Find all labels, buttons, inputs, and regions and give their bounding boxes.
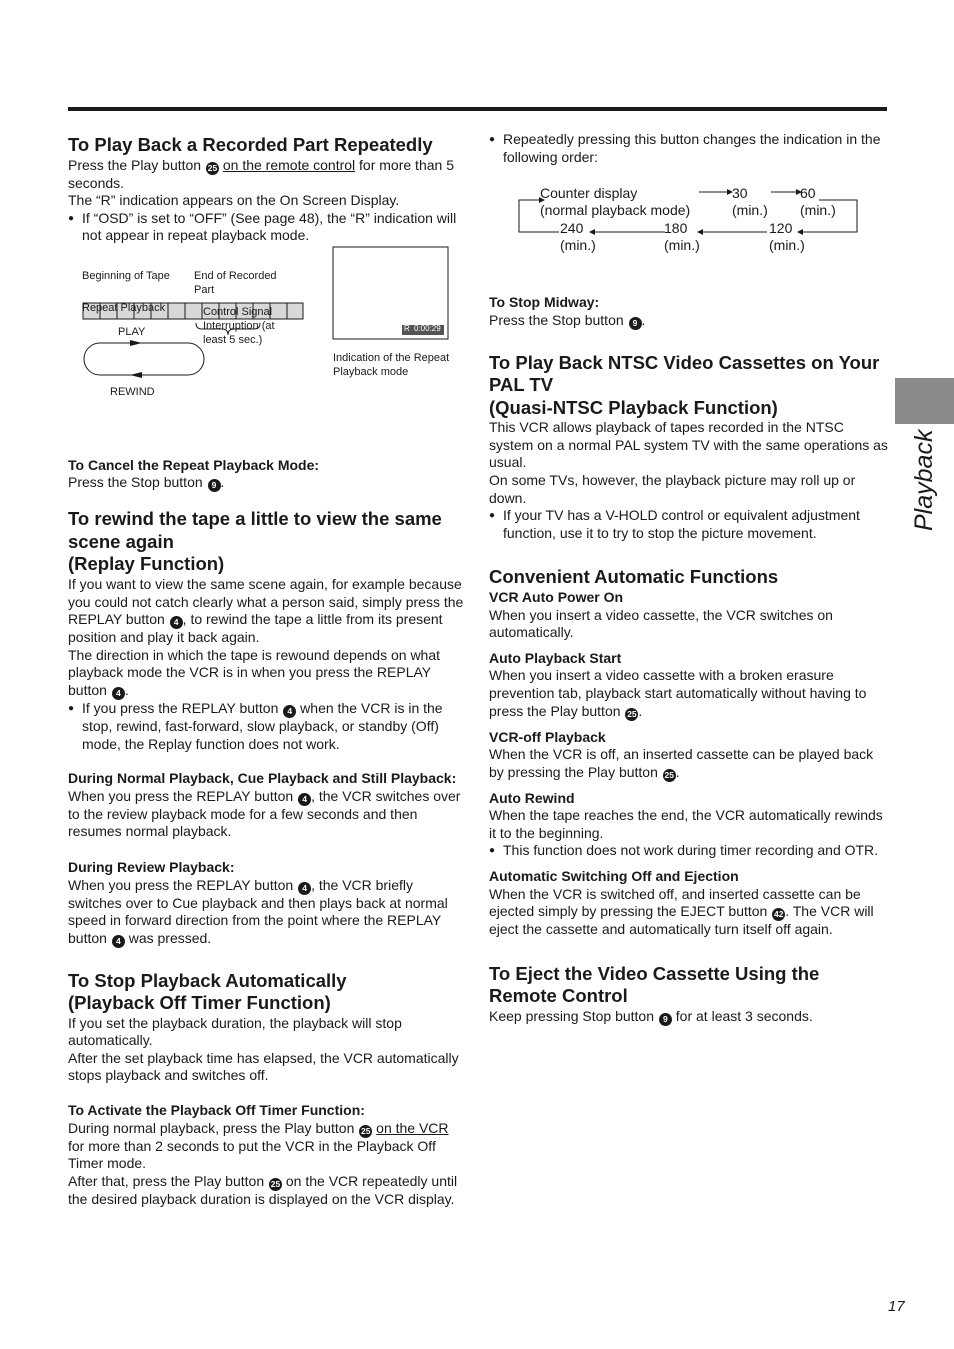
eject-button-ref: 42	[773, 909, 784, 920]
osd-r: R	[404, 323, 410, 333]
paragraph: On some TVs, however, the playback picture may roll up or down.	[489, 472, 856, 506]
paragraph: Keep pressing Stop button 9 for at least 3 seconds.	[489, 1007, 813, 1024]
cycle-180: 180	[664, 220, 688, 237]
cycle-60: 60	[800, 185, 816, 202]
page-number: 17	[888, 1298, 905, 1315]
label-end: End of Recorded Part	[194, 269, 277, 296]
subheading: During Normal Playback, Cue Playback and Still Playback:	[68, 770, 457, 787]
cycle-30: 30	[732, 185, 748, 202]
play-button-ref: 25	[361, 1125, 371, 1136]
paragraph: When the tape reaches the end, the VCR automatically rewinds it to the beginning.	[489, 807, 883, 841]
play-button-ref: 25	[664, 769, 675, 780]
subheading: To Stop Midway:	[489, 294, 600, 311]
paragraph: When you insert a video cassette with a broken erasure prevention tab, playback start automatically without having to press the Play button 25 .	[489, 667, 867, 719]
paragraph: Press the Stop button 9 .	[68, 474, 225, 491]
label-control-signal: Control Signal Interruption (at least 5 sec.)	[203, 305, 275, 346]
subheading: During Review Playback:	[68, 858, 235, 875]
cycle-counter: Counter display	[540, 185, 638, 202]
section-title: To rewind the tape a little to view the same scene again	[68, 508, 442, 552]
subheading: VCR Auto Power On	[489, 588, 624, 605]
paragraph: If you want to view the same scene again, for example because you could not catch clearly what a person said, simply press the REPLAY button 4 , to rewind the tape a little from its present position and play it back again.	[68, 575, 464, 646]
side-tab	[895, 378, 954, 424]
section-title: To Play Back NTSC Video Cassettes on Your PAL TV	[489, 351, 880, 396]
bullet-item: ● If you press the REPLAY button 4 when the VCR is in the stop, rewind, fast-forward, slow playback, or standby (Off) mode, the Replay function does not work.	[68, 700, 468, 753]
repeat-playback-diagram	[68, 245, 468, 457]
paragraph: If you set the playback duration, the playback will stop automatically.	[68, 1014, 402, 1049]
label-repeat: Repeat Playback	[82, 301, 166, 314]
stop-button-ref: 9	[208, 479, 221, 492]
paragraph: Press the Stop button 9 .	[489, 311, 646, 328]
cycle-min: (min.)	[560, 237, 596, 254]
label-osd-caption: Indication of the Repeat Playback mode	[333, 351, 450, 378]
remote-control-ref: on the remote control	[222, 156, 356, 173]
subheading: To Cancel the Repeat Playback Mode:	[68, 456, 320, 473]
replay-button-ref: 4	[283, 705, 296, 718]
paragraph: This VCR allows playback of tapes recorded in the NTSC system on a normal PAL system TV with the same operations as usual.	[489, 419, 888, 471]
bullet-item: ● If your TV has a V-HOLD control or equivalent adjustment function, use it to try to stop the picture movement.	[489, 507, 889, 542]
section-title: To Eject the Video Cassette Using the Remote Control	[489, 962, 820, 1007]
subheading: Auto Rewind	[489, 789, 575, 806]
paragraph: Press the Play button 25 on the remote control for more than 5 seconds.	[68, 156, 454, 191]
replay-button-ref: 4	[112, 687, 125, 700]
subheading: To Activate the Playback Off Timer Function:	[68, 1102, 365, 1119]
play-button-ref: 25	[627, 708, 637, 719]
paragraph: After the set playback time has elapsed, the VCR automatically stops playback and switches off.	[68, 1049, 459, 1084]
bullet-item: ● This function does not work during timer recording and OTR.	[489, 842, 889, 860]
stop-button-ref: 9	[659, 1013, 672, 1026]
play-button-ref: 25	[270, 1178, 281, 1189]
section-title: To Play Back a Recorded Part Repeatedly	[68, 134, 433, 155]
paragraph: When the VCR is off, an inserted cassette can be played back by pressing the Play button 25 .	[489, 746, 874, 780]
paragraph: When you press the REPLAY button 4 , the VCR briefly switches over to Cue playback and then plays back at normal speed in forward direction from the point where the REPLAY button 4 was pressed.	[68, 876, 448, 946]
paragraph: The “R” indication appears on the On Screen Display.	[68, 192, 400, 209]
paragraph: When the VCR is switched off, and inserted cassette can be ejected simply by pressing the EJECT button 42 . The VCR will eject the cassette and automatically turn itself off again.	[489, 885, 874, 938]
replay-button-ref: 4	[170, 616, 183, 629]
play-button-ref: 25	[207, 162, 218, 173]
cycle-240: 240	[560, 220, 584, 237]
section-subtitle: (Playback Off Timer Function)	[68, 992, 331, 1014]
vcr-ref: on the VCR	[376, 1119, 449, 1136]
label-beginning: Beginning of Tape	[82, 269, 170, 282]
cycle-min: (min.)	[800, 202, 836, 219]
section-subtitle: (Quasi-NTSC Playback Function)	[489, 396, 778, 418]
osd-time: 0:00:29	[414, 323, 441, 333]
cycle-min: (min.)	[664, 237, 700, 254]
replay-button-ref: 4	[112, 935, 125, 948]
left-column	[68, 134, 468, 1208]
subheading: VCR-off Playback	[489, 728, 606, 745]
paragraph: The direction in which the tape is rewound depends on what playback mode the VCR is in when you press the REPLAY button 4 .	[68, 646, 441, 698]
bullet-item: ● If “OSD” is set to “OFF” (See page 48), the “R” indication will not appear in repeat playback mode.	[68, 210, 468, 245]
counter-cycle-diagram	[489, 166, 889, 294]
subheading: Automatic Switching Off and Ejection	[489, 868, 739, 885]
subheading: Auto Playback Start	[489, 649, 622, 666]
paragraph: When you insert a video cassette, the VCR switches on automatically.	[489, 606, 833, 641]
cycle-counter-mode: (normal playback mode)	[540, 202, 691, 219]
section-title: Convenient Automatic Functions	[489, 566, 779, 588]
section-side-label: Playback	[910, 429, 938, 531]
paragraph: After that, press the Play button 25 on the VCR repeatedly until the desired playback duration is displayed on the VCR display.	[68, 1172, 458, 1207]
section-title: To Stop Playback Automatically	[68, 969, 347, 991]
label-play: PLAY	[118, 325, 146, 338]
paragraph: When you press the REPLAY button 4 , the VCR switches over to the review playback mode for a few seconds and then resumes normal playback.	[68, 787, 461, 840]
right-column	[489, 131, 889, 1026]
label-rewind: REWIND	[110, 385, 155, 398]
cycle-min: (min.)	[732, 202, 768, 219]
stop-button-ref: 9	[629, 317, 642, 330]
replay-button-ref: 4	[298, 793, 311, 806]
cycle-min: (min.)	[769, 237, 805, 254]
cycle-120: 120	[769, 220, 793, 237]
top-rule	[68, 107, 887, 111]
replay-button-ref: 4	[298, 882, 311, 895]
section-subtitle: (Replay Function)	[68, 553, 225, 575]
bullet-item: ● Repeatedly pressing this button changes the indication in the following order:	[489, 131, 889, 166]
paragraph: During normal playback, press the Play button 25 on the VCR for more than 2 seconds to put the VCR in the Playback Off Timer mode.	[68, 1119, 449, 1172]
